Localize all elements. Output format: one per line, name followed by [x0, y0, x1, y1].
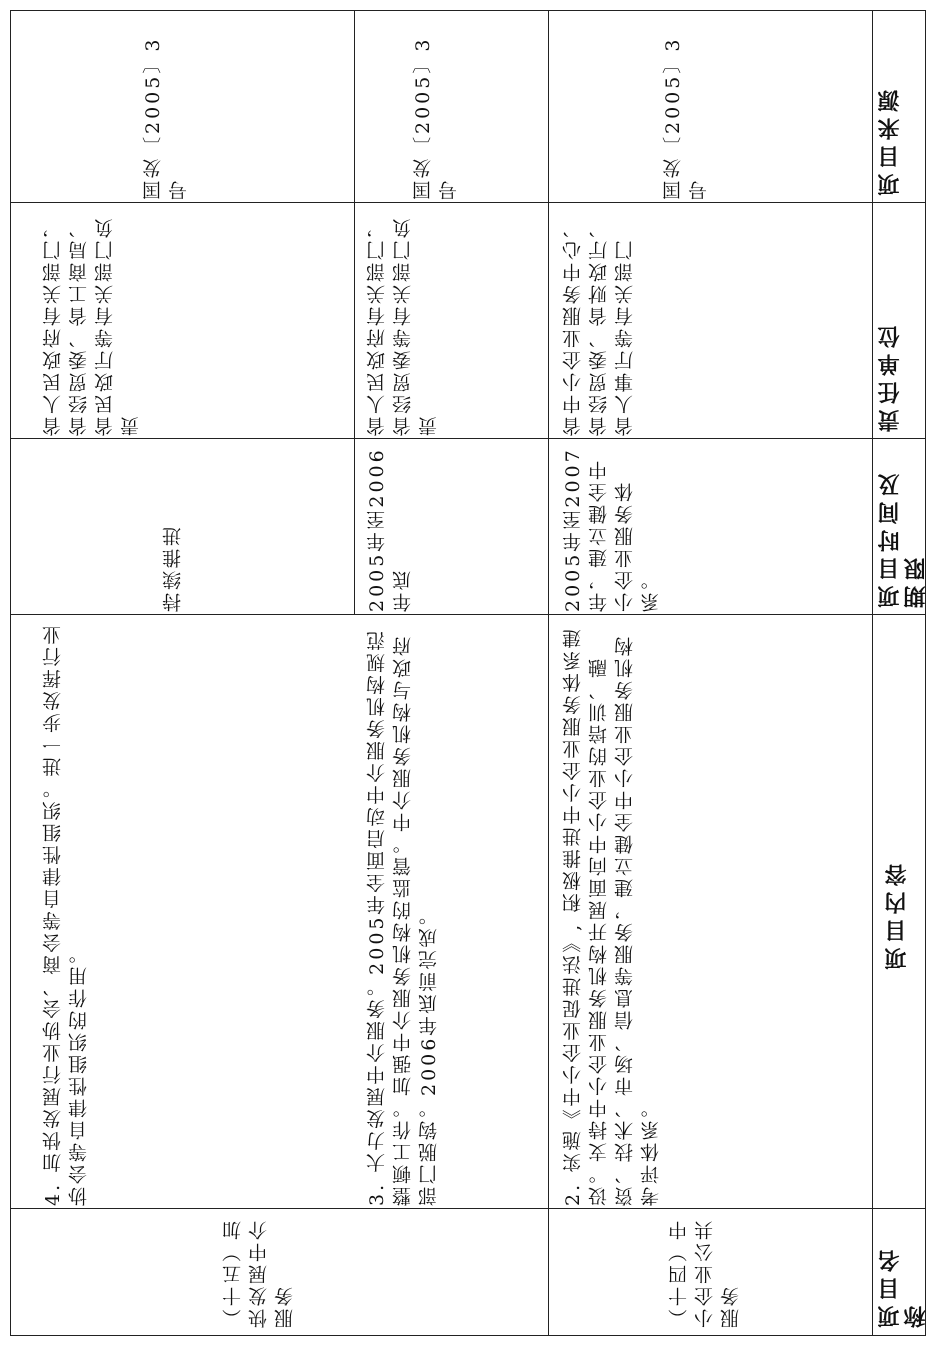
row1-title: （十四）中小企业公共服务 — [668, 1218, 742, 1328]
row1-time: 2005年至2007年，建立健全中小企业服务体系。 — [562, 447, 662, 612]
row2-content: 3. 大力发展中介服务。2005年全面启动中介服务机构规范整顿工作。加强中介服务机构的监管。中介服务机构与政府部门脱钩。2006年底前完成。 — [366, 628, 440, 1206]
header-source: 项目来源 — [878, 84, 903, 196]
header-project-time: 项目时间及期限 — [878, 468, 929, 608]
column-divider — [872, 10, 873, 1336]
header-project-content: 项目内容 — [885, 858, 910, 970]
row1-owner: 省中小企业服务中心、省经贸委、省财政厅、省人事厅等有关部门 — [562, 216, 636, 436]
row1-content: 2. 实施《中小企业促进法》, 积极推进中小企业服务体系建设。支持中小企业服务机构开展面向中小企业的培训、融资、技术、市场、信息等服务，建立健全中小企业服务机构考评体系。 — [562, 626, 662, 1206]
row2-owner: 省人民政府有关部门，省经贸委等有关部门负责 — [366, 216, 440, 436]
header-project-title: 项目名称 — [878, 1244, 929, 1328]
column-divider — [354, 10, 355, 615]
row2-time: 2005年至2006年底 — [366, 447, 414, 612]
row2-title: （十五）加快发展中介服务 — [222, 1218, 296, 1328]
column-divider — [548, 10, 549, 1336]
row3-source: 国发〔2005〕3号 — [142, 36, 190, 200]
header-owner: 责任单位 — [878, 320, 903, 432]
row-divider — [10, 202, 926, 203]
row1-source: 国发〔2005〕3号 — [662, 36, 710, 200]
row3-owner: 省人民政府有关部门，省经贸委、省工商局、省民政厅等有关部门负责 — [42, 216, 142, 436]
row2-source: 国发〔2005〕3号 — [412, 36, 460, 200]
row3-content: 4. 加快发展行业协会、商会等自律性组织。进一步发挥行业协会等自律性组织的作用。 — [42, 622, 90, 1206]
row-divider — [10, 614, 926, 615]
row3-time: 持续推进 — [162, 524, 184, 612]
row-divider — [10, 438, 926, 439]
row-divider — [10, 1208, 926, 1209]
